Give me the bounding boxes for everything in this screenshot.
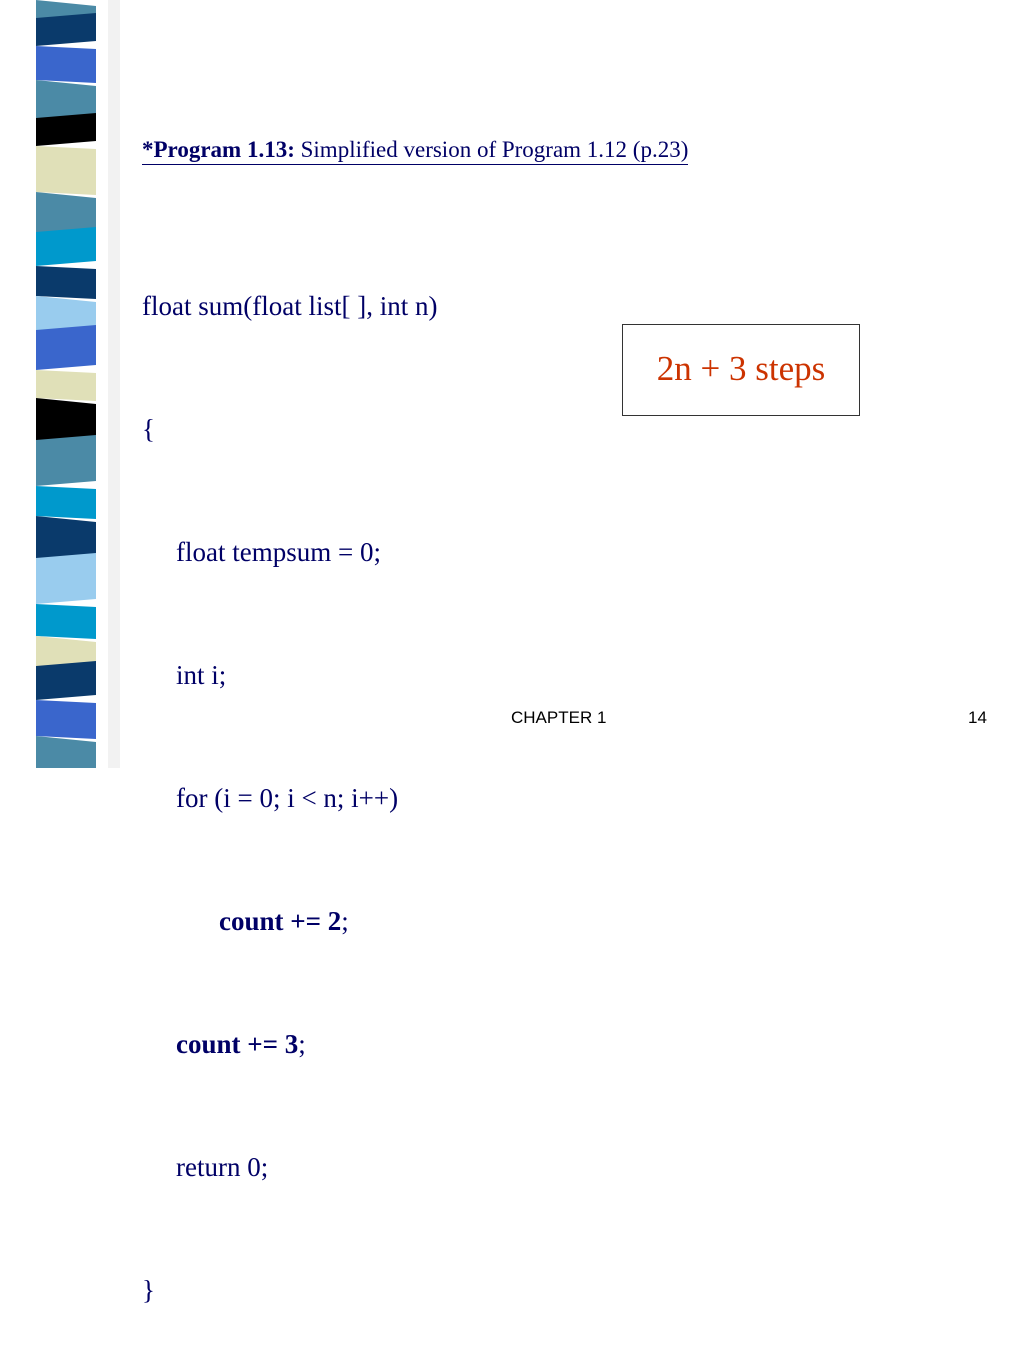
- strip-band: [36, 113, 96, 146]
- strip-band: [36, 325, 96, 370]
- footer-page-number: 14: [968, 708, 987, 727]
- code-line-close-brace: }: [142, 1275, 155, 1305]
- strip-band: [36, 661, 96, 700]
- strip-band: [36, 553, 96, 604]
- code-line-count-final: [142, 1024, 437, 1065]
- strip-band: [36, 266, 96, 299]
- step-count-box: [622, 324, 860, 416]
- code-line-count-loop: [142, 901, 437, 942]
- footer-chapter: CHAPTER 1: [511, 708, 607, 727]
- slide-heading: [142, 136, 688, 165]
- strip-band: [36, 604, 96, 639]
- strip-band: [36, 370, 96, 401]
- code-block: [142, 204, 437, 1352]
- count-plus-two: count += 2: [219, 906, 342, 936]
- decorative-side-strip: [0, 0, 120, 768]
- strip-band: [36, 13, 96, 46]
- strip-band: [36, 227, 96, 266]
- step-count-label: 2n + 3 steps: [656, 349, 826, 388]
- strip-band: [36, 146, 96, 195]
- strip-band: [36, 486, 96, 519]
- code-line-int-i: int i;: [176, 660, 227, 690]
- semicolon: ;: [341, 906, 349, 936]
- semicolon: ;: [298, 1029, 306, 1059]
- code-line-tempsum: float tempsum = 0;: [176, 537, 381, 567]
- code-line-for-loop: for (i = 0; i < n; i++): [176, 783, 399, 813]
- code-line-signature: float sum(float list[ ], int n): [142, 291, 438, 321]
- code-line-return: return 0;: [176, 1152, 269, 1182]
- count-plus-three: count += 3: [176, 1029, 299, 1059]
- strip-band: [36, 435, 96, 486]
- program-number: *Program 1.13:: [142, 137, 295, 162]
- strip-band: [36, 46, 96, 83]
- program-title: Simplified version of Program 1.12 (p.23): [294, 137, 689, 162]
- strip-band: [36, 700, 96, 739]
- code-line-open-brace: {: [142, 414, 155, 444]
